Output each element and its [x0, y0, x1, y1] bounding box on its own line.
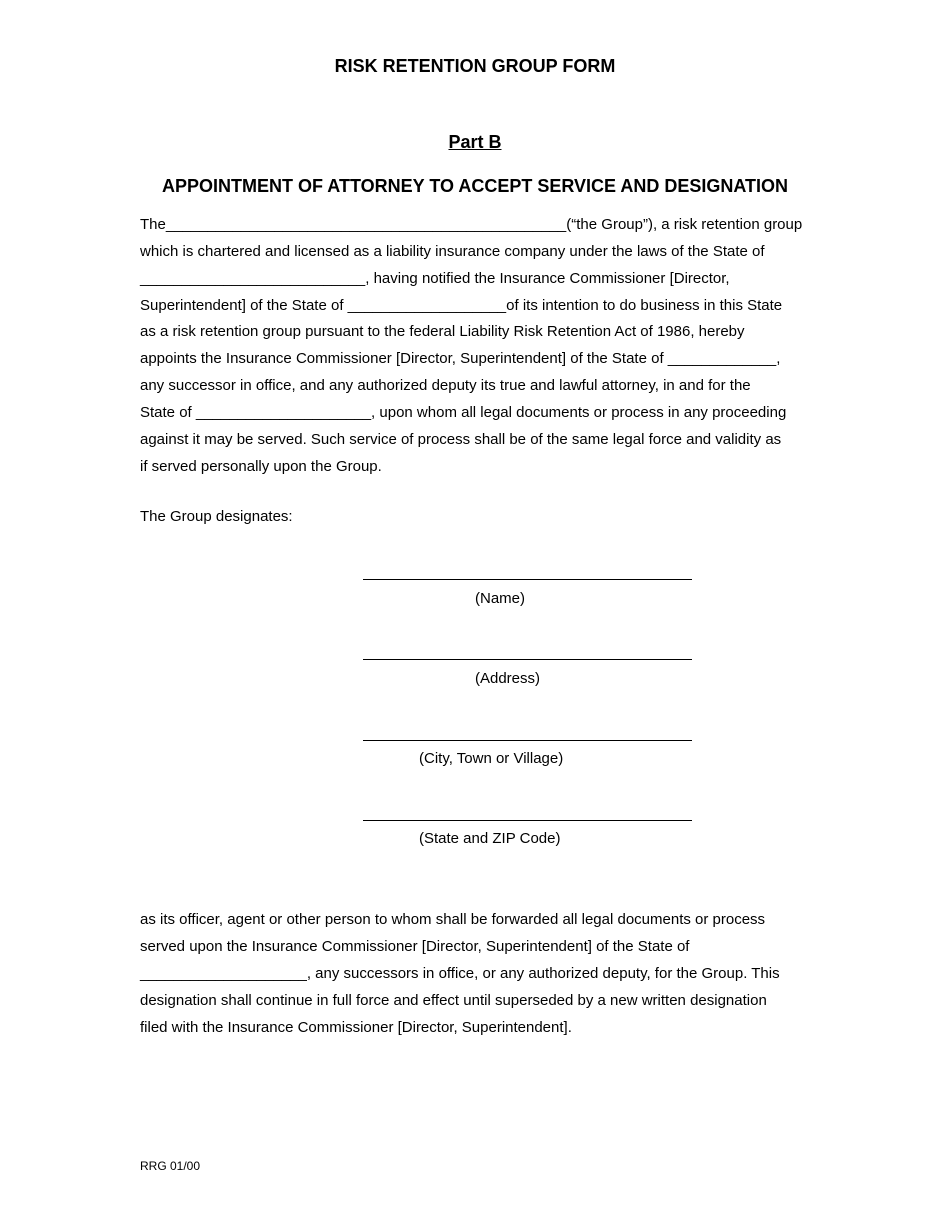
paragraph-line: filed with the Insurance Commissioner [Director, Superintendent]. — [140, 1019, 572, 1036]
city-field-label: (City, Town or Village) — [419, 750, 564, 767]
state-zip-field-label: (State and ZIP Code) — [419, 830, 561, 847]
state-zip-signature-line[interactable] — [363, 820, 692, 821]
paragraph-line: ____________________, any successors in office, or any authorized deputy, for the Group. This — [140, 965, 780, 982]
paragraph-line: State of _____________________, upon whom all legal documents or process in any proceeding — [140, 404, 787, 421]
address-signature-line[interactable] — [363, 659, 692, 660]
name-field-label: (Name) — [475, 590, 526, 607]
paragraph-line: The________________________________________________(“the Group”), a risk retention group — [140, 216, 803, 233]
city-signature-line[interactable] — [363, 740, 692, 741]
paragraph-line: Superintendent] of the State of ___________________of its intention to do business in this State — [140, 297, 783, 314]
paragraph-line: as a risk retention group pursuant to the federal Liability Risk Retention Act of 1986, hereby — [140, 323, 745, 340]
paragraph-line: if served personally upon the Group. — [140, 458, 382, 475]
address-field-label: (Address) — [475, 670, 541, 687]
designates-label: The Group designates: — [140, 508, 293, 525]
paragraph-line: against it may be served. Such service of process shall be of the same legal force and validity as — [140, 431, 782, 448]
name-signature-line[interactable] — [363, 579, 692, 580]
paragraph-line: as its officer, agent or other person to whom shall be forwarded all legal documents or process — [140, 911, 766, 928]
paragraph-line: which is chartered and licensed as a liability insurance company under the laws of the State of — [140, 243, 765, 260]
form-title: RISK RETENTION GROUP FORM — [334, 56, 616, 76]
section-subtitle: APPOINTMENT OF ATTORNEY TO ACCEPT SERVICE AND DESIGNATION — [161, 176, 789, 196]
paragraph-line: ___________________________, having notified the Insurance Commissioner [Director, — [140, 270, 730, 287]
paragraph-line: appoints the Insurance Commissioner [Director, Superintendent] of the State of _____________, — [140, 350, 781, 367]
paragraph-line: any successor in office, and any authorized deputy its true and lawful attorney, in and for the — [140, 377, 751, 394]
part-heading: Part B — [448, 132, 502, 152]
paragraph-line: designation shall continue in full force and effect until superseded by a new written designation — [140, 992, 767, 1009]
paragraph-line: served upon the Insurance Commissioner [Director, Superintendent] of the State of — [140, 938, 690, 955]
form-code-footer: RRG 01/00 — [140, 1159, 201, 1173]
